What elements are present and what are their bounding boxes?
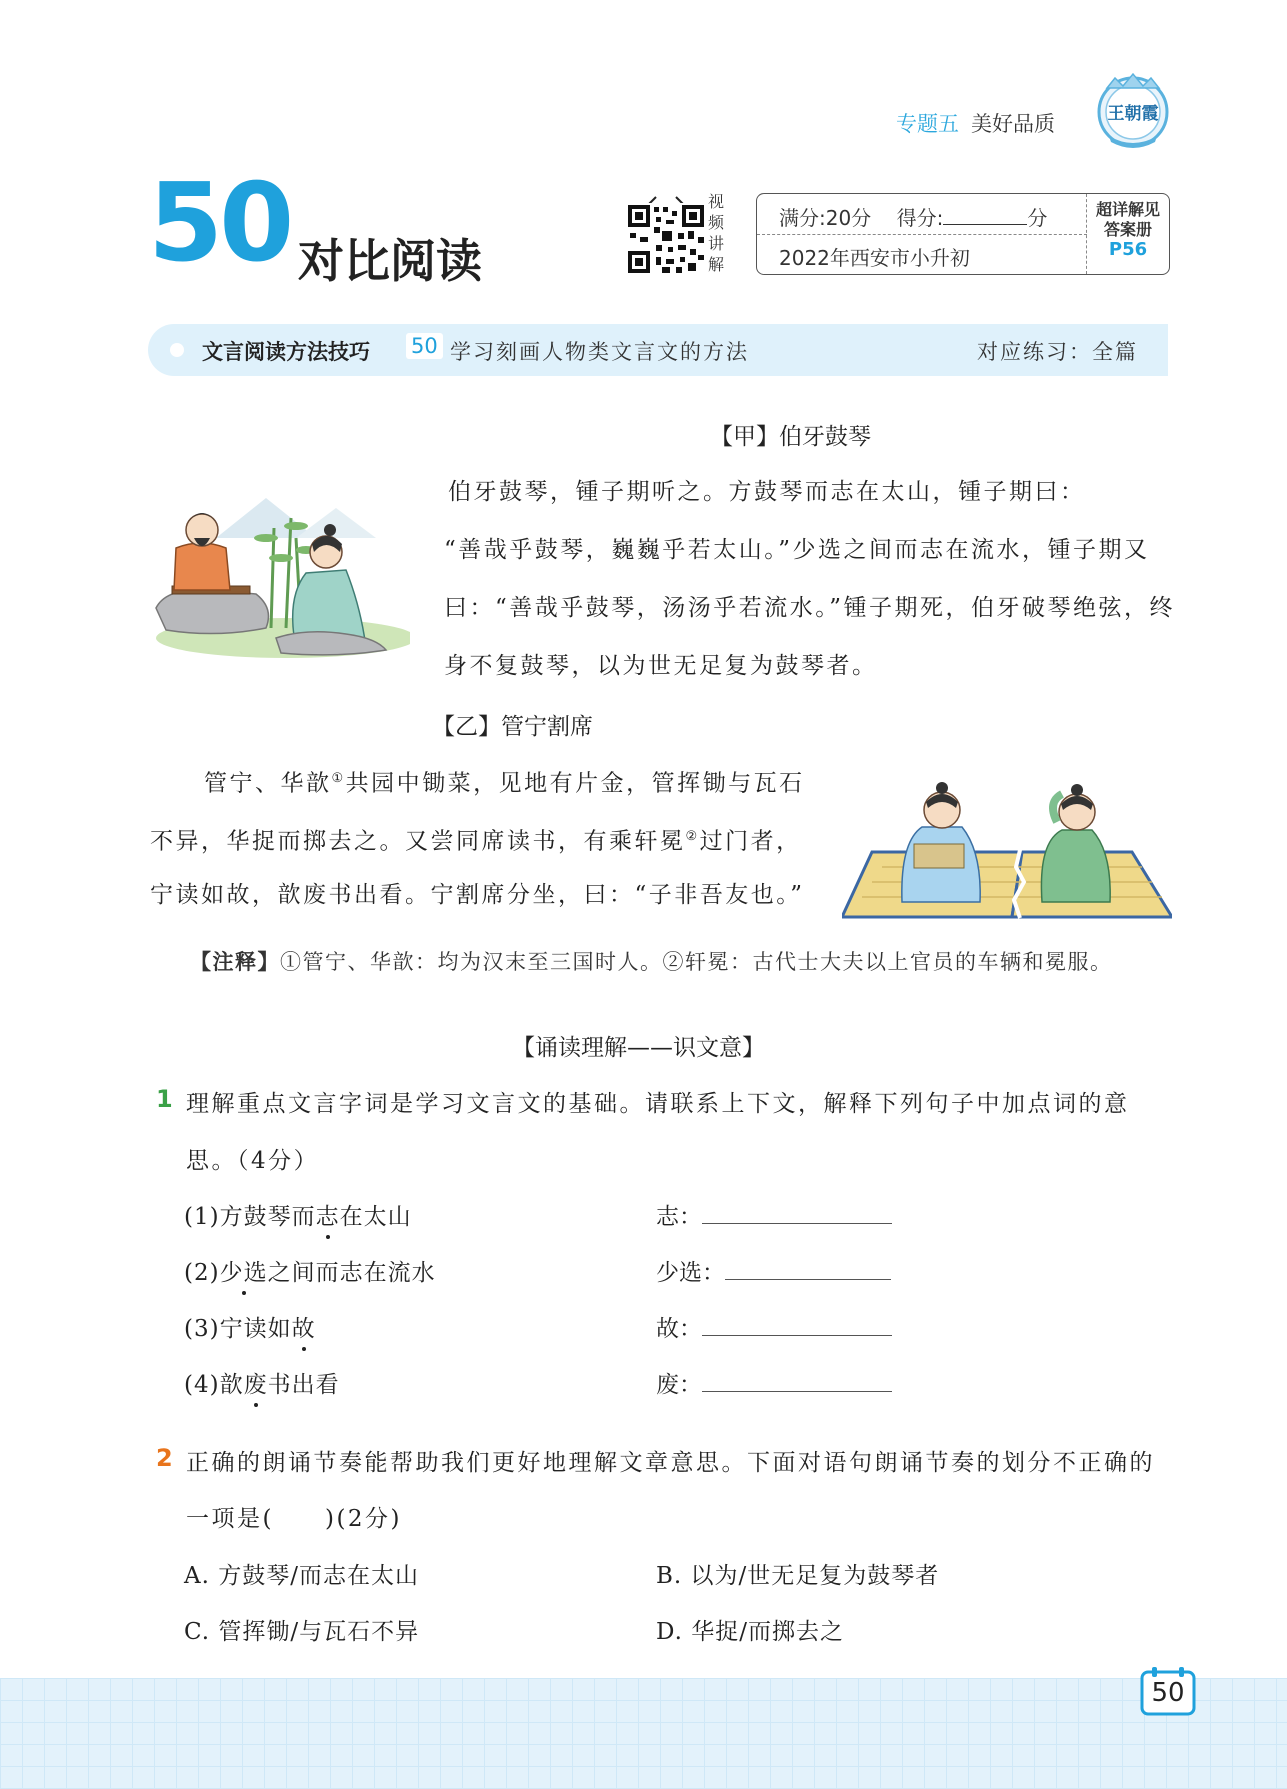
q2-text-line-1: 正确的朗诵节奏能帮助我们更好地理解文章意思。下面对语句朗诵节奏的划分不正确的 [186, 1450, 1155, 1476]
lesson-number: 50 [148, 161, 291, 286]
answer-line[interactable] [702, 1371, 892, 1392]
q1-item-1: (1)方鼓琴而志在太山 [184, 1204, 412, 1230]
footer-grid [0, 1678, 1287, 1789]
q2-option-a[interactable]: A. 方鼓琴/而志在太山 [184, 1563, 419, 1589]
q1-fill-4: 废： [656, 1366, 892, 1399]
page-number: 50 [1140, 1666, 1196, 1716]
score-box: 满分:20分 得分: 分 2022年西安市小升初 超详解见 答案册 P56 [756, 193, 1170, 275]
passage-b-line-3: 宁读如故，歆废书出看。宁割席分坐，曰：“子非吾友也。” [150, 882, 805, 908]
got-score-label: 得分: [896, 206, 944, 230]
answer-reference: 超详解见 答案册 P56 [1095, 200, 1160, 260]
qr-caption: 视 频 讲 解 [708, 192, 725, 274]
topic-header [896, 108, 1055, 138]
passage-a-line-1: 伯牙鼓琴，锺子期听之。方鼓琴而志在太山，锺子期曰： [448, 479, 1086, 505]
passage-a-line-2: “善哉乎鼓琴，巍巍乎若太山。”少选之间而志在流水，锺子期又 [444, 537, 1150, 563]
passage-a-line-3: 曰：“善哉乎鼓琴，汤汤乎若流水。”锺子期死，伯牙破琴绝弦，终 [444, 595, 1176, 621]
q1-item-2: (2)少选之间而志在流水 [184, 1260, 436, 1286]
section-title: 【诵读理解——识文意】 [512, 1035, 765, 1061]
banner-number: 50 [406, 333, 443, 359]
q2-option-b[interactable]: B. 以为/世无足复为鼓琴者 [656, 1563, 940, 1589]
passage-a-title: 【甲】伯牙鼓琴 [710, 424, 871, 450]
q1-fill-1: 志： [656, 1198, 892, 1231]
passage-b-line-2: 不异，华捉而掷去之。又尝同席读书，有乘轩冕②过门者， [150, 828, 802, 855]
lesson-title: 对比阅读 [298, 234, 482, 288]
full-score: 满分:20分 [779, 206, 872, 230]
answer-line[interactable] [702, 1203, 892, 1224]
answer-line[interactable] [725, 1259, 891, 1280]
q1-fill-2: 少选： [656, 1254, 891, 1287]
q1-item-4: (4)歆废书出看 [184, 1372, 340, 1398]
q1-fill-3: 故： [656, 1310, 892, 1343]
q2-text-line-2: 一项是( )(2分) [186, 1506, 403, 1532]
method-banner [148, 324, 1168, 376]
passage-b-line-1: 管宁、华歆①共园中锄菜，见地有片金，管挥锄与瓦石 [204, 770, 805, 797]
q1-item-3: (3)宁读如故 [184, 1316, 316, 1342]
banner-label: 文言阅读方法技巧 [202, 340, 370, 364]
answer-line[interactable] [702, 1315, 892, 1336]
score-blank[interactable] [943, 206, 1027, 225]
svg-text:王朝霞: 王朝霞 [1107, 104, 1159, 124]
exam-source: 2022年西安市小升初 [779, 246, 970, 270]
q1-text-line-2: 思。（4分） [186, 1148, 320, 1174]
q2-number: 2 [156, 1444, 173, 1472]
publisher-seal-icon [1093, 70, 1173, 150]
bullet-icon [170, 343, 184, 357]
topic-label: 专题五 [896, 112, 959, 136]
banner-practice: 对应练习：全篇 [977, 340, 1138, 364]
qr-code-icon[interactable] [626, 195, 706, 275]
q2-option-d[interactable]: D. 华捉/而掷去之 [656, 1619, 844, 1645]
q1-text-line-1: 理解重点文言字词是学习文言文的基础。请联系上下文，解释下列句子中加点词的意 [186, 1091, 1130, 1117]
passage-b-title: 【乙】管宁割席 [432, 714, 593, 740]
q1-number: 1 [156, 1085, 173, 1113]
passage-a-line-4: 身不复鼓琴，以为世无足复为鼓琴者。 [444, 653, 878, 679]
guanning-illustration-icon [842, 772, 1172, 922]
boya-illustration-icon [146, 478, 410, 662]
q2-option-c[interactable]: C. 管挥锄/与瓦石不异 [184, 1619, 420, 1645]
banner-text: 学习刻画人物类文言文的方法 [450, 340, 749, 364]
annotation: 【注释】①管宁、华歆：均为汉末至三国时人。②轩冕：古代士大夫以上官员的车辆和冕服。 [190, 950, 1113, 974]
topic-name: 美好品质 [971, 112, 1055, 136]
